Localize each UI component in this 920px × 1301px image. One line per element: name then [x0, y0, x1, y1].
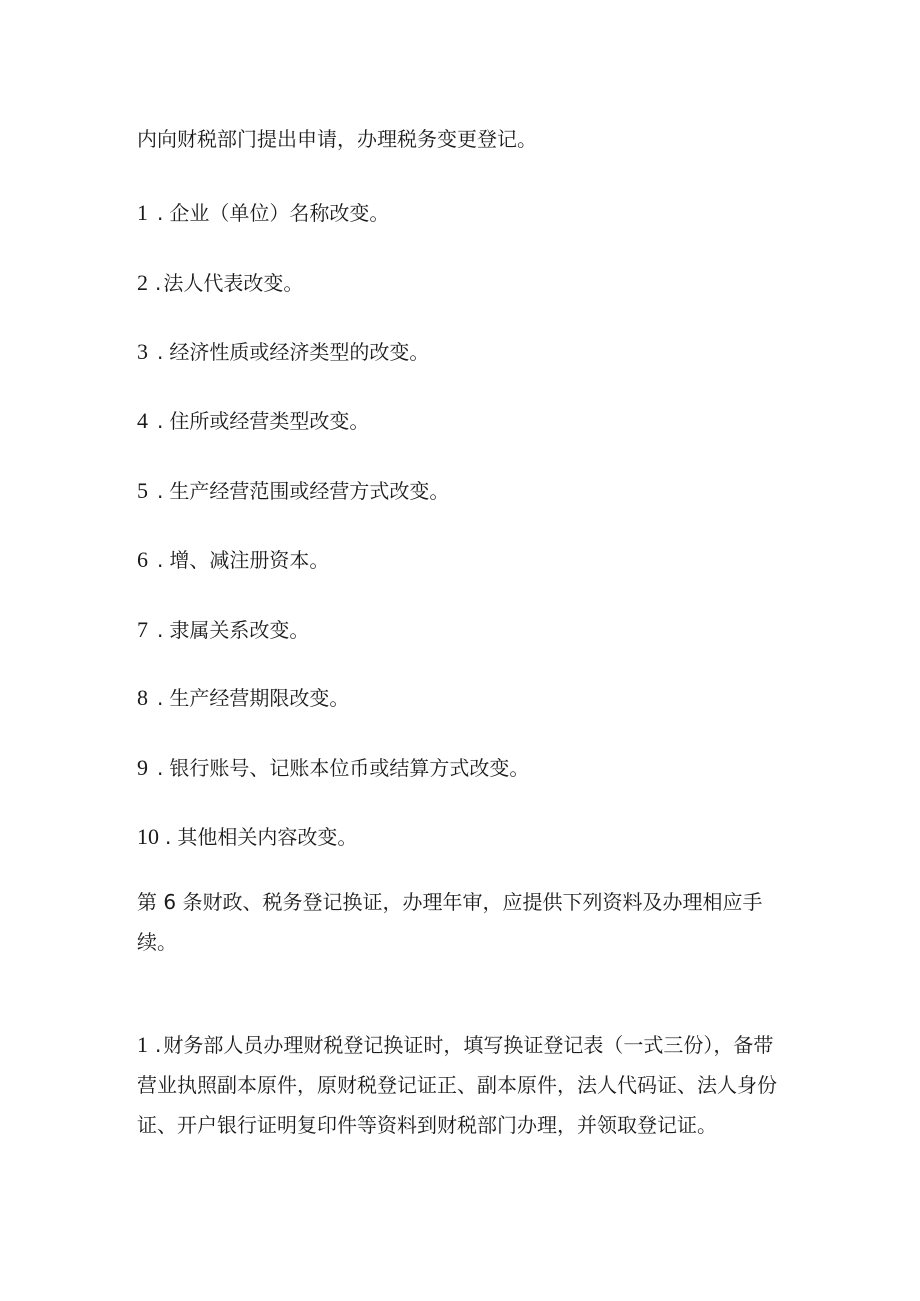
list-item-text: 经济性质或经济类型的改变。: [169, 340, 430, 364]
list-item: [137, 825, 357, 849]
list-item-text: 隶属关系改变。: [169, 618, 310, 642]
list-item-separator: .: [165, 825, 172, 849]
list-item: [137, 201, 389, 225]
list-item-separator: .: [157, 756, 164, 780]
list-item-separator: .: [155, 1033, 162, 1057]
list-item-text: 企业（单位）名称改变。: [169, 201, 390, 225]
list-item: [137, 548, 329, 572]
list-item-separator: .: [157, 618, 164, 642]
sub-item-text: 财务部人员办理财税登记换证时，填写换证登记表（一式三份），备带营业执照副本原件，原财税登记证正、副本原件，法人代码证、法人身份证、开户银行证明复印件等资料到财税部门办理，并领取登记证。: [137, 1033, 777, 1137]
article-number: 第 6 条: [137, 890, 203, 914]
list-item-text: 银行账号、记账本位币或结算方式改变。: [169, 756, 530, 780]
list-item: [137, 479, 449, 503]
article-6-paragraph: [137, 882, 793, 962]
list-item-separator: .: [157, 201, 164, 225]
list-item-separator: .: [155, 271, 162, 295]
list-item: [137, 686, 349, 710]
sub-item-paragraph: [137, 1025, 793, 1145]
list-item-text: 生产经营范围或经营方式改变。: [169, 479, 450, 503]
intro-text: 内向财税部门提出申请，办理税务变更登记。: [137, 127, 537, 151]
article-text: 财政、税务登记换证，办理年审，应提供下列资料及办理相应手续。: [137, 890, 763, 954]
list-item-text: 生产经营期限改变。: [169, 686, 350, 710]
list-item-text: 住所或经营类型改变。: [169, 409, 370, 433]
list-item-text: 其他相关内容改变。: [177, 825, 358, 849]
list-item-text: 法人代表改变。: [163, 271, 304, 295]
list-item-number: 9: [137, 755, 148, 780]
list-item-separator: .: [157, 686, 164, 710]
list-item-number: 1: [137, 200, 148, 225]
list-item-number: 8: [137, 685, 148, 710]
list-item-number: 6: [137, 547, 148, 572]
list-item: [137, 340, 429, 364]
list-item-separator: .: [157, 548, 164, 572]
list-item-separator: .: [157, 409, 164, 433]
list-item-separator: .: [157, 479, 164, 503]
list-item-number: 3: [137, 339, 148, 364]
list-item-number: 1: [137, 1032, 148, 1057]
list-item: [137, 618, 309, 642]
list-item: [137, 756, 529, 780]
list-item: [137, 271, 303, 295]
list-item-text: 增、减注册资本。: [169, 548, 330, 572]
list-item-number: 5: [137, 478, 148, 503]
list-item-number: 7: [137, 617, 148, 642]
list-item-number: 4: [137, 408, 148, 433]
list-item: [137, 409, 369, 433]
list-item-separator: .: [157, 340, 164, 364]
list-item-number: 10: [137, 824, 159, 849]
list-item-number: 2: [137, 270, 148, 295]
